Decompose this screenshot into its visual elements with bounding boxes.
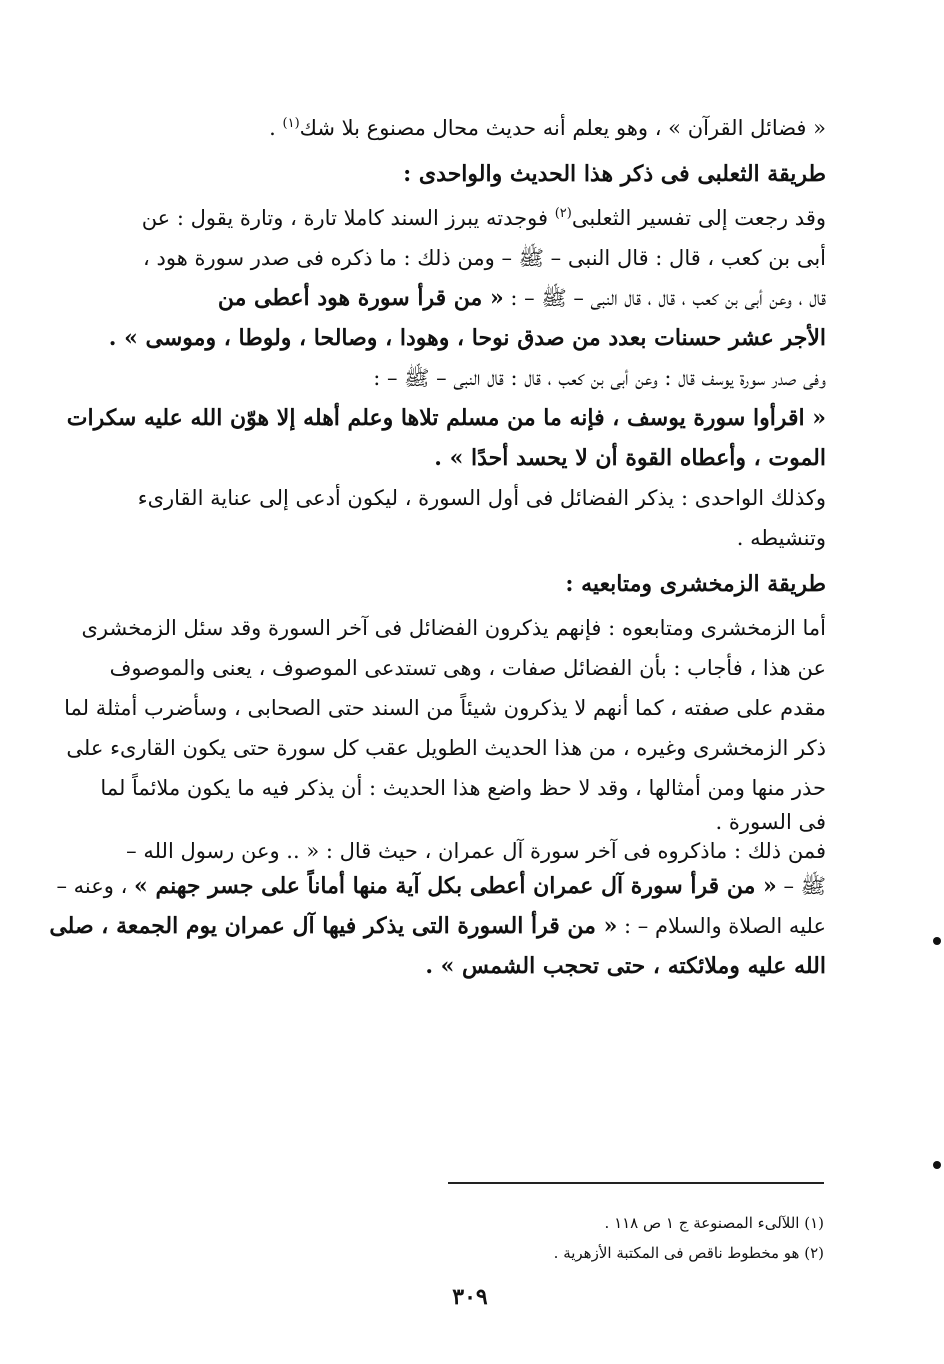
text-line: فمن ذلك : ماذكروه فى آخر سورة آل عمران ، حيث قال : « .. وعن رسول الله – [126,839,826,863]
footnote-1: (١) اللآلىء المصنوعة ج ١ ص ١١٨ . [604,1214,824,1232]
hadith-quote-line: الأجر عشر حسنات بعدد من صدق نوحا ، وهودا ، وصالحا ، ولوطا ، وموسى » . [108,325,826,351]
text-line: أما الزمخشرى ومتابعوه : فإنهم يذكرون الفضائل فى آخر السورة وقد سئل الزمخشرى [81,616,826,640]
text-line: ذكر الزمخشرى وغيره ، من هذا الحديث الطويل عقب كل سورة حتى يكون القارىء على [66,736,826,760]
text-line: أبى بن كعب ، قال : قال النبى – ﷺ – ومن ذلك : ما ذكره فى صدر سورة هود ، [143,246,826,270]
hadith-quote-line: الله عليه وملائكته ، حتى تحجب الشمس » . [425,953,826,979]
footnote-2: (٢) هو مخطوط ناقص فى المكتبة الأزهرية . [553,1244,824,1262]
line-text: « فضائل القرآن » ، وهو يعلم أنه حديث محال مصنوع بلا شك [299,116,826,140]
text-line: وكذلك الواحدى : يذكر الفضائل فى أول السورة ، ليكون أدعى إلى عناية القارىء [137,486,826,510]
footnote-divider [448,1182,824,1184]
section-heading-zamakhshari: طريقة الزمخشرى ومتابعيه : [565,571,826,597]
line-text: ، وعنه – [56,874,135,898]
footnote-marker: (٢) [554,206,572,221]
scan-mark [933,1161,941,1169]
section-heading-thalabi: طريقة الثعلبى فى ذكر هذا الحديث والواحدى : [403,161,826,187]
footnotes [480,1208,824,1268]
line-text: . [269,116,283,140]
text-line [84,198,826,238]
line-text: ﷺ – [776,874,826,898]
text-line: وفى صدر سورة يوسف قال : وعن أبى بن كعب ، قال : قال النبى – ﷺ – : [373,366,826,390]
text-line: وتنشيطه . [736,526,826,550]
text-line: فى السورة . [715,810,826,834]
text-line [56,866,826,906]
line-text: وقد رجعت إلى تفسير الثعلبى [571,206,826,230]
hadith-quote-line: « اقرأوا سورة يوسف ، فإنه ما من مسلم تلاها وعلم أهله إلا هوّن الله عليه سكرات [66,405,826,431]
text-line: مقدم على صفته ، كما أنهم لا يذكرون شيئاً من السند حتى الصحابى ، وسأضرب أمثلة لما [64,696,826,720]
line-text: فوجدته يبرز السند كاملا تارة ، وتارة يقول : عن [141,206,555,230]
text-line [84,278,826,318]
scan-mark [933,937,941,945]
hadith-quote: « من قرأ سورة هود أعطى من [217,285,504,311]
footnote-marker: (١) [282,116,300,131]
hadith-quote: « من قرأ سورة آل عمران أعطى بكل آية منها أماناً على جسر جهنم » [134,873,777,899]
text-line [84,108,826,148]
text-line [49,906,826,946]
line-text: عليه الصلاة والسلام – : [617,914,826,938]
hadith-quote: « من قرأ السورة التى يذكر فيها آل عمران يوم الجمعة ، صلى [49,913,618,939]
page-number: ٣٠٩ [452,1284,488,1310]
text-line: حذر منها ومن أمثالها ، وقد لا حظ واضع هذا الحديث : أن يذكر فيه ما يكون ملائماً لما [100,776,826,800]
line-text: قال ، وعن أبى بن كعب ، قال ، قال النبى – ﷺ – : [503,286,826,310]
main-text [49,108,826,986]
text-line: عن هذا ، فأجاب : بأن الفضائل صفات ، وهى تستدعى الموصوف ، يعنى والموصوف [109,656,826,680]
hadith-quote-line: الموت ، وأعطاه القوة أن لا يحسد أحدًا » . [434,445,826,471]
